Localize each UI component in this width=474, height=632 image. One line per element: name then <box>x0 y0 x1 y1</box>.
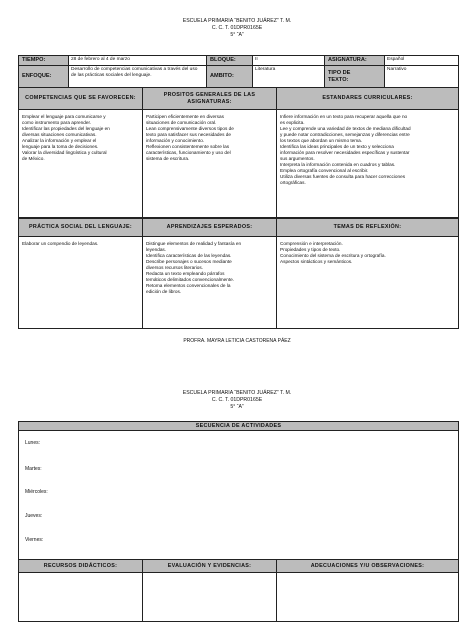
list-item: Participen eficientemente en diversas <box>146 114 224 119</box>
practica-table <box>18 218 459 329</box>
enfoque-value: Desarrollo de competencias comunicativas a través del uso de las prácticas sociales del lenguaje. <box>69 66 207 88</box>
header-second-page <box>0 390 474 412</box>
school-name: ESCUELA PRIMARIA “BENITO JUÁREZ” T. M. <box>182 390 292 396</box>
estandares-list <box>277 110 459 218</box>
day-viernes: Viernes: <box>25 537 44 544</box>
evaluacion-cell[interactable] <box>143 573 277 622</box>
practica-social-header: PRÁCTICA SOCIAL DEL LENGUAJE: <box>19 219 143 237</box>
school-grade: 5° “A” <box>230 32 244 39</box>
list-item: Emplea ortografía convencional al escribir. <box>280 168 369 174</box>
list-item: Aspectos sintácticos y semánticos. <box>280 259 353 265</box>
estandares-header: ESTANDARES CURRICULARES: <box>277 88 459 110</box>
secuencia-body <box>19 431 459 560</box>
list-item: Lean comprensivamente diversos tipos de <box>146 126 234 132</box>
ambito-label: AMBITO: <box>207 66 253 88</box>
list-item: Propiedades y tipos de texto. <box>280 247 341 253</box>
aprendizajes-list <box>143 237 277 329</box>
list-item: Infiere información en un texto para recuperar aquella que no <box>280 114 408 119</box>
list-item: como instrumento para aprender. <box>22 120 92 126</box>
list-item: información para resolver necesidades específicas y sustentar <box>280 150 410 156</box>
list-item: leyendas. <box>146 247 167 253</box>
enfoque-label: ENFOQUE: <box>19 66 69 88</box>
list-item: Identifica características de las leyendas. <box>146 253 232 259</box>
school-grade: 5° “A” <box>230 404 244 411</box>
propositos-header: PROSITOS GENERALES DE LAS ASIGNATURAS: <box>143 88 277 110</box>
recursos-header: RECURSOS DIDÁCTICOS: <box>19 560 143 573</box>
list-item: Interpreta la información contenida en cuadros y tablas. <box>280 162 396 168</box>
asignatura-value: Español <box>385 56 459 66</box>
asignatura-label: ASIGNATURA: <box>325 56 385 66</box>
list-item: sus argumentos. <box>280 156 315 162</box>
school-name: ESCUELA PRIMARIA “BENITO JUÁREZ” T. M. <box>182 18 292 24</box>
bloque-label: BLOQUE: <box>207 56 253 66</box>
list-item: Reflexionen consistentemente sobre las <box>146 144 230 150</box>
list-item: y puede notar contradicciones, semejanzas y diferencias entre <box>280 132 410 138</box>
day-jueves: Jueves: <box>25 513 43 520</box>
list-item: lenguaje para la toma de decisiones. <box>22 144 99 150</box>
secuencia-table <box>18 421 459 560</box>
day-martes: Martes: <box>25 466 42 473</box>
list-item: los textos que abordan un mismo tema. <box>280 138 363 144</box>
list-item: Distingue elementos de realidad y fantasía en <box>146 241 242 246</box>
list-item: Retoma elementos convencionales de la <box>146 283 231 289</box>
list-item: Analizar la información y emplear el <box>22 138 97 144</box>
list-item: Elaborar un compendio de leyendas. <box>22 241 99 246</box>
tiempo-value: 28 de febrero al 4 de marzo <box>69 56 207 66</box>
list-item: de México. <box>22 156 45 162</box>
propositos-list <box>143 110 277 218</box>
list-item: ortográficas. <box>280 180 306 186</box>
bloque-value: II <box>253 56 325 66</box>
list-item: Lee y comprende una variedad de textos de mediana dificultad <box>280 126 411 132</box>
list-item: Valorar la diversidad lingüística y cultural <box>22 150 107 156</box>
list-item: Comprensión e interpretación. <box>280 241 343 246</box>
list-item: Identificar las propiedades del lenguaje en <box>22 126 110 132</box>
tiempo-label: TIEMPO: <box>19 56 69 66</box>
practica-social-list <box>19 237 143 329</box>
school-cct: C. C. T. 01DPR0165E <box>211 25 263 32</box>
secuencia-header: SECUENCIA DE ACTIVIDADES <box>19 422 459 431</box>
info-table <box>18 55 459 88</box>
list-item: Redacta un texto empleando párrafos <box>146 271 225 277</box>
list-item: diversas situaciones comunicativas. <box>22 132 97 138</box>
tipo-texto-value: Narrativo <box>385 66 459 88</box>
recursos-table <box>18 559 459 622</box>
list-item: Identifica las ideas principales de un texto y selecciona <box>280 144 394 150</box>
list-item: texto para satisfacer sus necesidades de <box>146 132 231 138</box>
list-item: sistema de escritura. <box>146 156 190 162</box>
list-item: es explicita. <box>280 120 305 126</box>
list-item: información y conocimiento. <box>146 138 205 144</box>
competencias-list <box>19 110 143 218</box>
list-item: diversos recursos literarios. <box>146 265 204 271</box>
list-item: edición de libros. <box>146 289 182 295</box>
competencias-header: COMPETENCIAS QUE SE FAVORECEN: <box>19 88 143 110</box>
list-item: Emplear el lenguaje para comunicarse y <box>22 114 106 119</box>
competencias-table <box>18 87 459 218</box>
school-cct: C. C. T. 01DPR0165E <box>211 397 263 404</box>
evaluacion-header: EVALUACIÓN Y EVIDENCIAS: <box>143 560 277 573</box>
tipo-texto-label: TIPO DE TEXTO: <box>325 66 385 88</box>
list-item: situaciones de comunicación oral. <box>146 120 217 126</box>
day-miercoles: Miércoles: <box>25 489 48 496</box>
list-item: Utiliza diversas fuentes de consulta para hacer correcciones <box>280 174 406 180</box>
temas-reflexion-list <box>277 237 459 329</box>
list-item: características, funcionamiento y uso del <box>146 150 231 156</box>
recursos-cell[interactable] <box>19 573 143 622</box>
list-item: temáticos delimitados convencionalmente. <box>146 277 235 283</box>
temas-reflexion-header: TEMAS DE REFLEXIÓN: <box>277 219 459 237</box>
adecuaciones-cell[interactable] <box>277 573 459 622</box>
header-top <box>0 18 474 40</box>
teacher-signature: PROFRA. MAYRA LETICIA CASTORENA PÁEZ <box>183 338 291 344</box>
list-item: Describe personajes o sucesos mediante <box>146 259 232 265</box>
aprendizajes-header: APRENDIZAJES ESPERADOS: <box>143 219 277 237</box>
adecuaciones-header: ADECUACIONES Y/U OBSERVACIONES: <box>277 560 459 573</box>
list-item: Conocimiento del sistema de escritura y ortografía. <box>280 253 386 259</box>
ambito-value: Literatura <box>253 66 325 88</box>
day-lunes: Lunes: <box>25 440 41 447</box>
